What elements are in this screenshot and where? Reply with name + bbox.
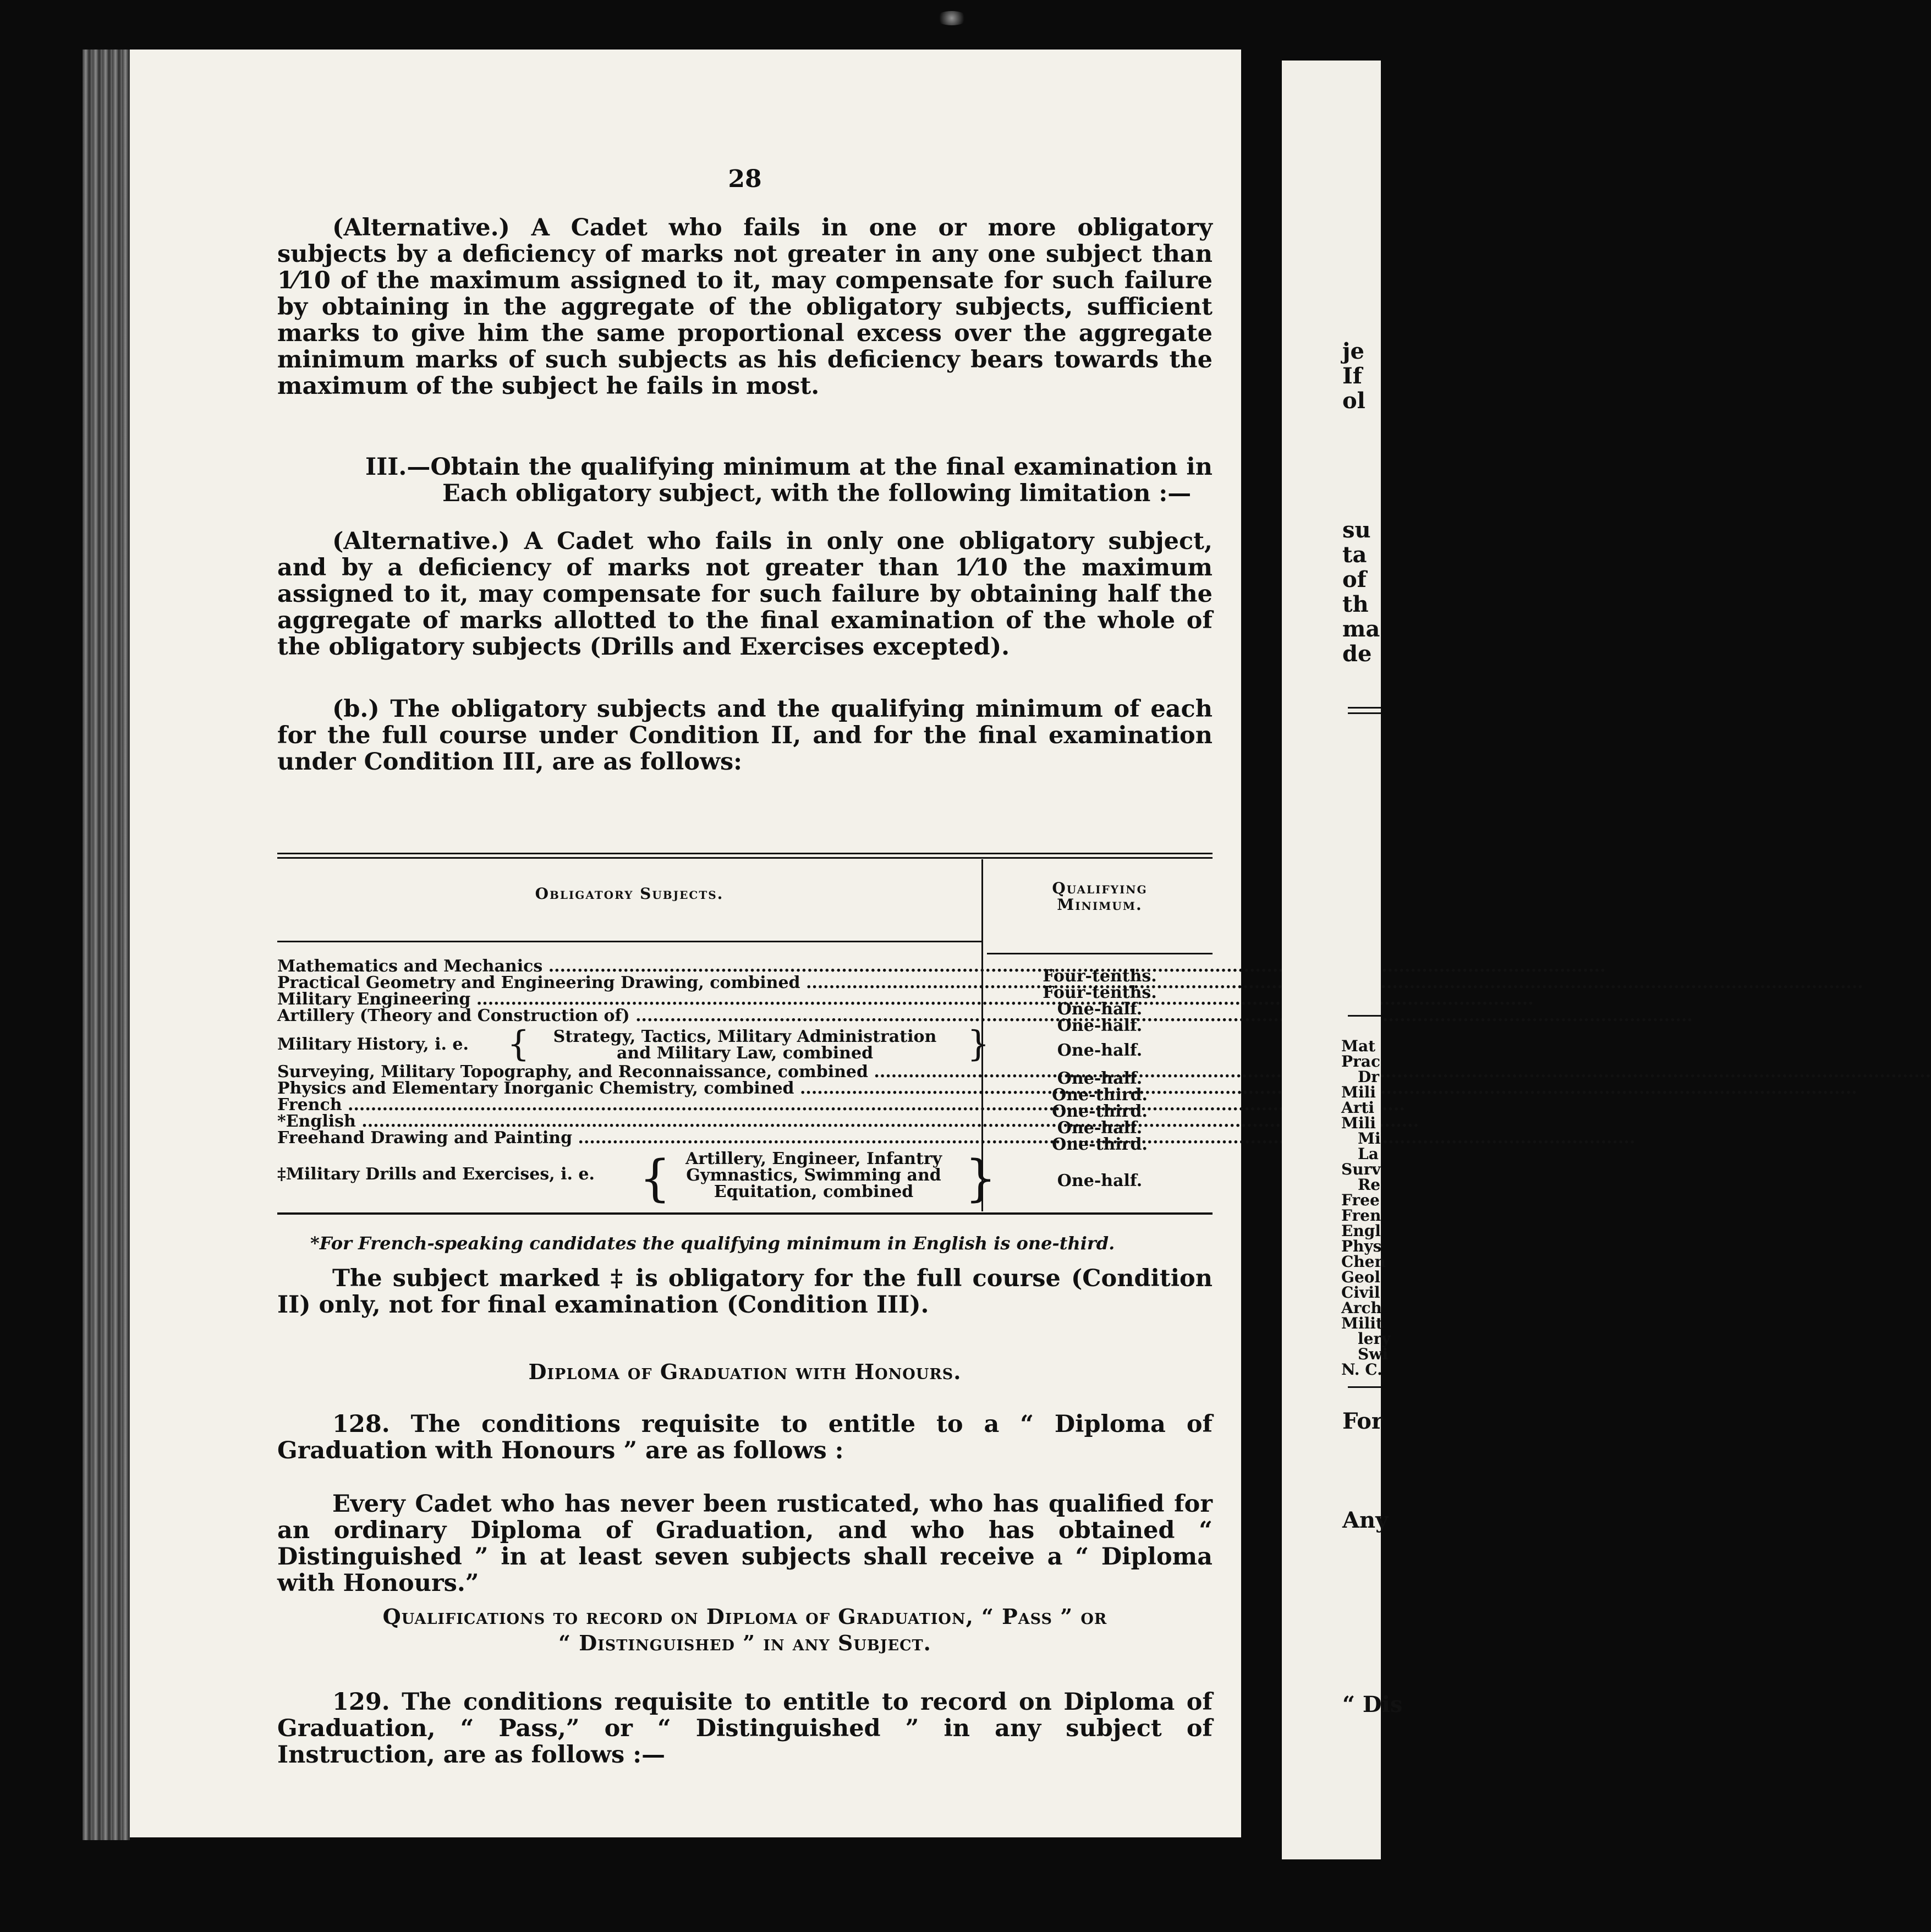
- table-row-minimum: One-third.: [1052, 1102, 1148, 1121]
- facing-text: For: [1342, 1408, 1383, 1434]
- paragraph-condition-iii: III.—Obtain the qualifying minimum at the final examination in Each obligatory subject, with the following limitation :—: [365, 453, 1213, 507]
- paragraph-128: 128. The conditions requisite to entitle to a “ Diploma of Graduation with Honours ” are as follows :: [277, 1410, 1213, 1464]
- table-row: *English .....: [277, 1113, 987, 1130]
- facing-text: Milit: [1341, 1314, 1383, 1332]
- table-row-minimum: One-half.: [1057, 1171, 1143, 1190]
- paragraph-obligatory-intro: (b.) The obligatory subjects and the qualifying minimum of each for the full course under Condition II, and for the final examination under Condition III, are as follows:: [277, 695, 1213, 776]
- heading-qualifications-line2: “ Distinguished ” in any Subject.: [558, 1631, 931, 1655]
- facing-text: je: [1342, 338, 1364, 364]
- table-header-minimum-line2: Minimum.: [1057, 896, 1143, 914]
- facing-text: Swi: [1358, 1345, 1388, 1363]
- facing-text: de: [1342, 641, 1372, 667]
- facing-text: Geol: [1341, 1268, 1381, 1286]
- facing-text: La: [1358, 1145, 1379, 1163]
- facing-text: N. C.: [1341, 1360, 1383, 1379]
- table-header-subjects: Obligatory Subjects.: [535, 885, 724, 903]
- brace-right: }: [967, 1024, 990, 1064]
- facing-text: Prac: [1341, 1052, 1380, 1071]
- heading-diploma-honours: Diploma of Graduation with Honours.: [528, 1359, 962, 1384]
- facing-text: of: [1342, 567, 1367, 592]
- table-row: Military Engineering .....: [277, 991, 987, 1008]
- table-row: French .....: [277, 1097, 987, 1113]
- facing-text: Civil: [1341, 1283, 1380, 1302]
- table-row-minimum: One-half.: [1057, 1016, 1143, 1035]
- paragraph-129: 129. The conditions requisite to entitle to record on Diploma of Graduation, “ Pass,” or “ Distinguished ” in any subject of Instruction, are as follows :—: [277, 1688, 1213, 1769]
- table-row-minimum: One-half.: [1057, 1041, 1143, 1060]
- table-row: Artillery (Theory and Construction of) .....: [277, 1008, 987, 1024]
- facing-rule: [1348, 1386, 1381, 1388]
- facing-page-fragment: [1282, 61, 1403, 1859]
- table-row-minimum: Four-tenths.: [1043, 967, 1157, 986]
- table-row: Surveying, Military Topography, and Reconnaissance, combined .....: [277, 1064, 987, 1080]
- facing-text: Fren: [1341, 1206, 1381, 1225]
- facing-text: Mi: [1358, 1129, 1381, 1148]
- table-row: Physics and Elementary Inorganic Chemistry, combined .....: [277, 1080, 987, 1097]
- table-row-minimum: One-third.: [1052, 1135, 1148, 1154]
- table-row-minimum: Four-tenths.: [1043, 983, 1157, 1002]
- facing-text: ta: [1342, 542, 1367, 568]
- table-header-minimum: [987, 880, 1213, 913]
- facing-text: ol: [1342, 388, 1365, 414]
- facing-rule: [1348, 712, 1381, 714]
- table-row-subject: Military History, i. e.: [277, 1035, 469, 1054]
- table-row-minimum: One-third.: [1052, 1085, 1148, 1105]
- facing-text: Surv: [1341, 1160, 1381, 1178]
- brace-left: {: [507, 1024, 530, 1064]
- scan-bottom-edge: [83, 1840, 1276, 1843]
- brace-right: }: [965, 1150, 997, 1208]
- brace-left: {: [639, 1150, 671, 1208]
- facing-text: Arch: [1341, 1299, 1382, 1317]
- table-row-minimum: One-half.: [1057, 1000, 1143, 1019]
- table-row-subject: ‡Military Drills and Exercises, i. e.: [277, 1165, 595, 1184]
- facing-text: th: [1342, 591, 1369, 617]
- table-row: Mathematics and Mechanics .....: [277, 958, 987, 975]
- heading-qualifications: [277, 1604, 1213, 1656]
- paragraph-alternative-2: (Alternative.) A Cadet who fails in only one obligatory subject, and by a deficiency of marks not greater than 1⁄10 the maximum assigned to it, may compensate for such failure by obtaining half the aggregate of marks allotted to the final examination of the whole of the obligatory subjects (Drills and Exercises excepted).: [277, 528, 1213, 661]
- table-bottom-rule: [277, 1212, 1213, 1215]
- facing-text: Mili: [1341, 1114, 1376, 1132]
- facing-text: “ Dis: [1342, 1692, 1403, 1717]
- facing-text: lery: [1358, 1330, 1391, 1348]
- table-row-minimum: One-half.: [1057, 1118, 1143, 1138]
- facing-text: Re: [1358, 1176, 1381, 1194]
- scan-artifact: [935, 11, 968, 25]
- table-row-military-history: [277, 1024, 990, 1064]
- table-row-military-drills: [277, 1149, 997, 1208]
- book-page: [130, 50, 1241, 1837]
- table-top-rule: [277, 853, 1213, 859]
- facing-text: Free: [1341, 1191, 1380, 1209]
- facing-text: Chen: [1341, 1253, 1386, 1271]
- facing-rule: [1348, 707, 1381, 709]
- facing-text: Arti: [1341, 1099, 1375, 1117]
- paragraph-every-cadet: Every Cadet who has never been rusticated, who has qualified for an ordinary Diploma of Graduation, and who has obtained “ Distinguished ” in at least seven subjects shall receive a “ Diploma with Honours.”: [277, 1490, 1213, 1597]
- table-row-detail: Artillery, Engineer, Infantry Gymnastics, Swimming and Equitation, combined: [685, 1149, 942, 1201]
- book-spine: [83, 50, 130, 1843]
- facing-text: Mili: [1341, 1083, 1376, 1101]
- table-header-minimum-line1: Qualifying: [1052, 879, 1148, 897]
- table-row: Freehand Drawing and Painting .....: [277, 1130, 987, 1146]
- paragraph-alternative-1: (Alternative.) A Cadet who fails in one or more obligatory subjects by a deficiency of marks not greater in any one subject than 1⁄10 of the maximum assigned to it, may compensate for such failure by obtaining in the aggregate of the obligatory subjects, sufficient marks to give him the same proportional excess over the aggregate minimum marks of such subjects as his deficiency bears towards the maximum of the subject he fails in most.: [277, 214, 1213, 400]
- table-header-rule-left: [277, 941, 981, 942]
- table-row: Practical Geometry and Engineering Drawing, combined .....: [277, 975, 987, 991]
- paragraph-double-dagger-note: The subject marked ‡ is obligatory for the full course (Condition II) only, not for final examination (Condition III).: [277, 1265, 1213, 1319]
- table-footnote: *For French-speaking candidates the qualifying minimum in English is one-third.: [310, 1233, 1115, 1254]
- table-row-detail: Strategy, Tactics, Military Administration and Military Law, combined: [553, 1027, 937, 1063]
- facing-rule: [1348, 1015, 1381, 1017]
- page-number: 28: [728, 165, 762, 193]
- facing-text: Dr: [1358, 1068, 1380, 1086]
- obligatory-subjects-table: [277, 853, 1213, 1219]
- facing-text: Phys: [1341, 1237, 1382, 1255]
- table-header-rule-right: [987, 953, 1213, 954]
- facing-text: Engl: [1341, 1222, 1381, 1240]
- facing-text: Mat: [1341, 1037, 1376, 1055]
- facing-text: If: [1342, 363, 1362, 389]
- facing-text: su: [1342, 517, 1371, 543]
- table-row-minimum: One-half.: [1057, 1069, 1143, 1088]
- facing-text: Any: [1342, 1507, 1389, 1533]
- heading-qualifications-line1: Qualifications to record on Diploma of Graduation, “ Pass ” or: [382, 1604, 1107, 1629]
- facing-text: ma: [1342, 616, 1380, 642]
